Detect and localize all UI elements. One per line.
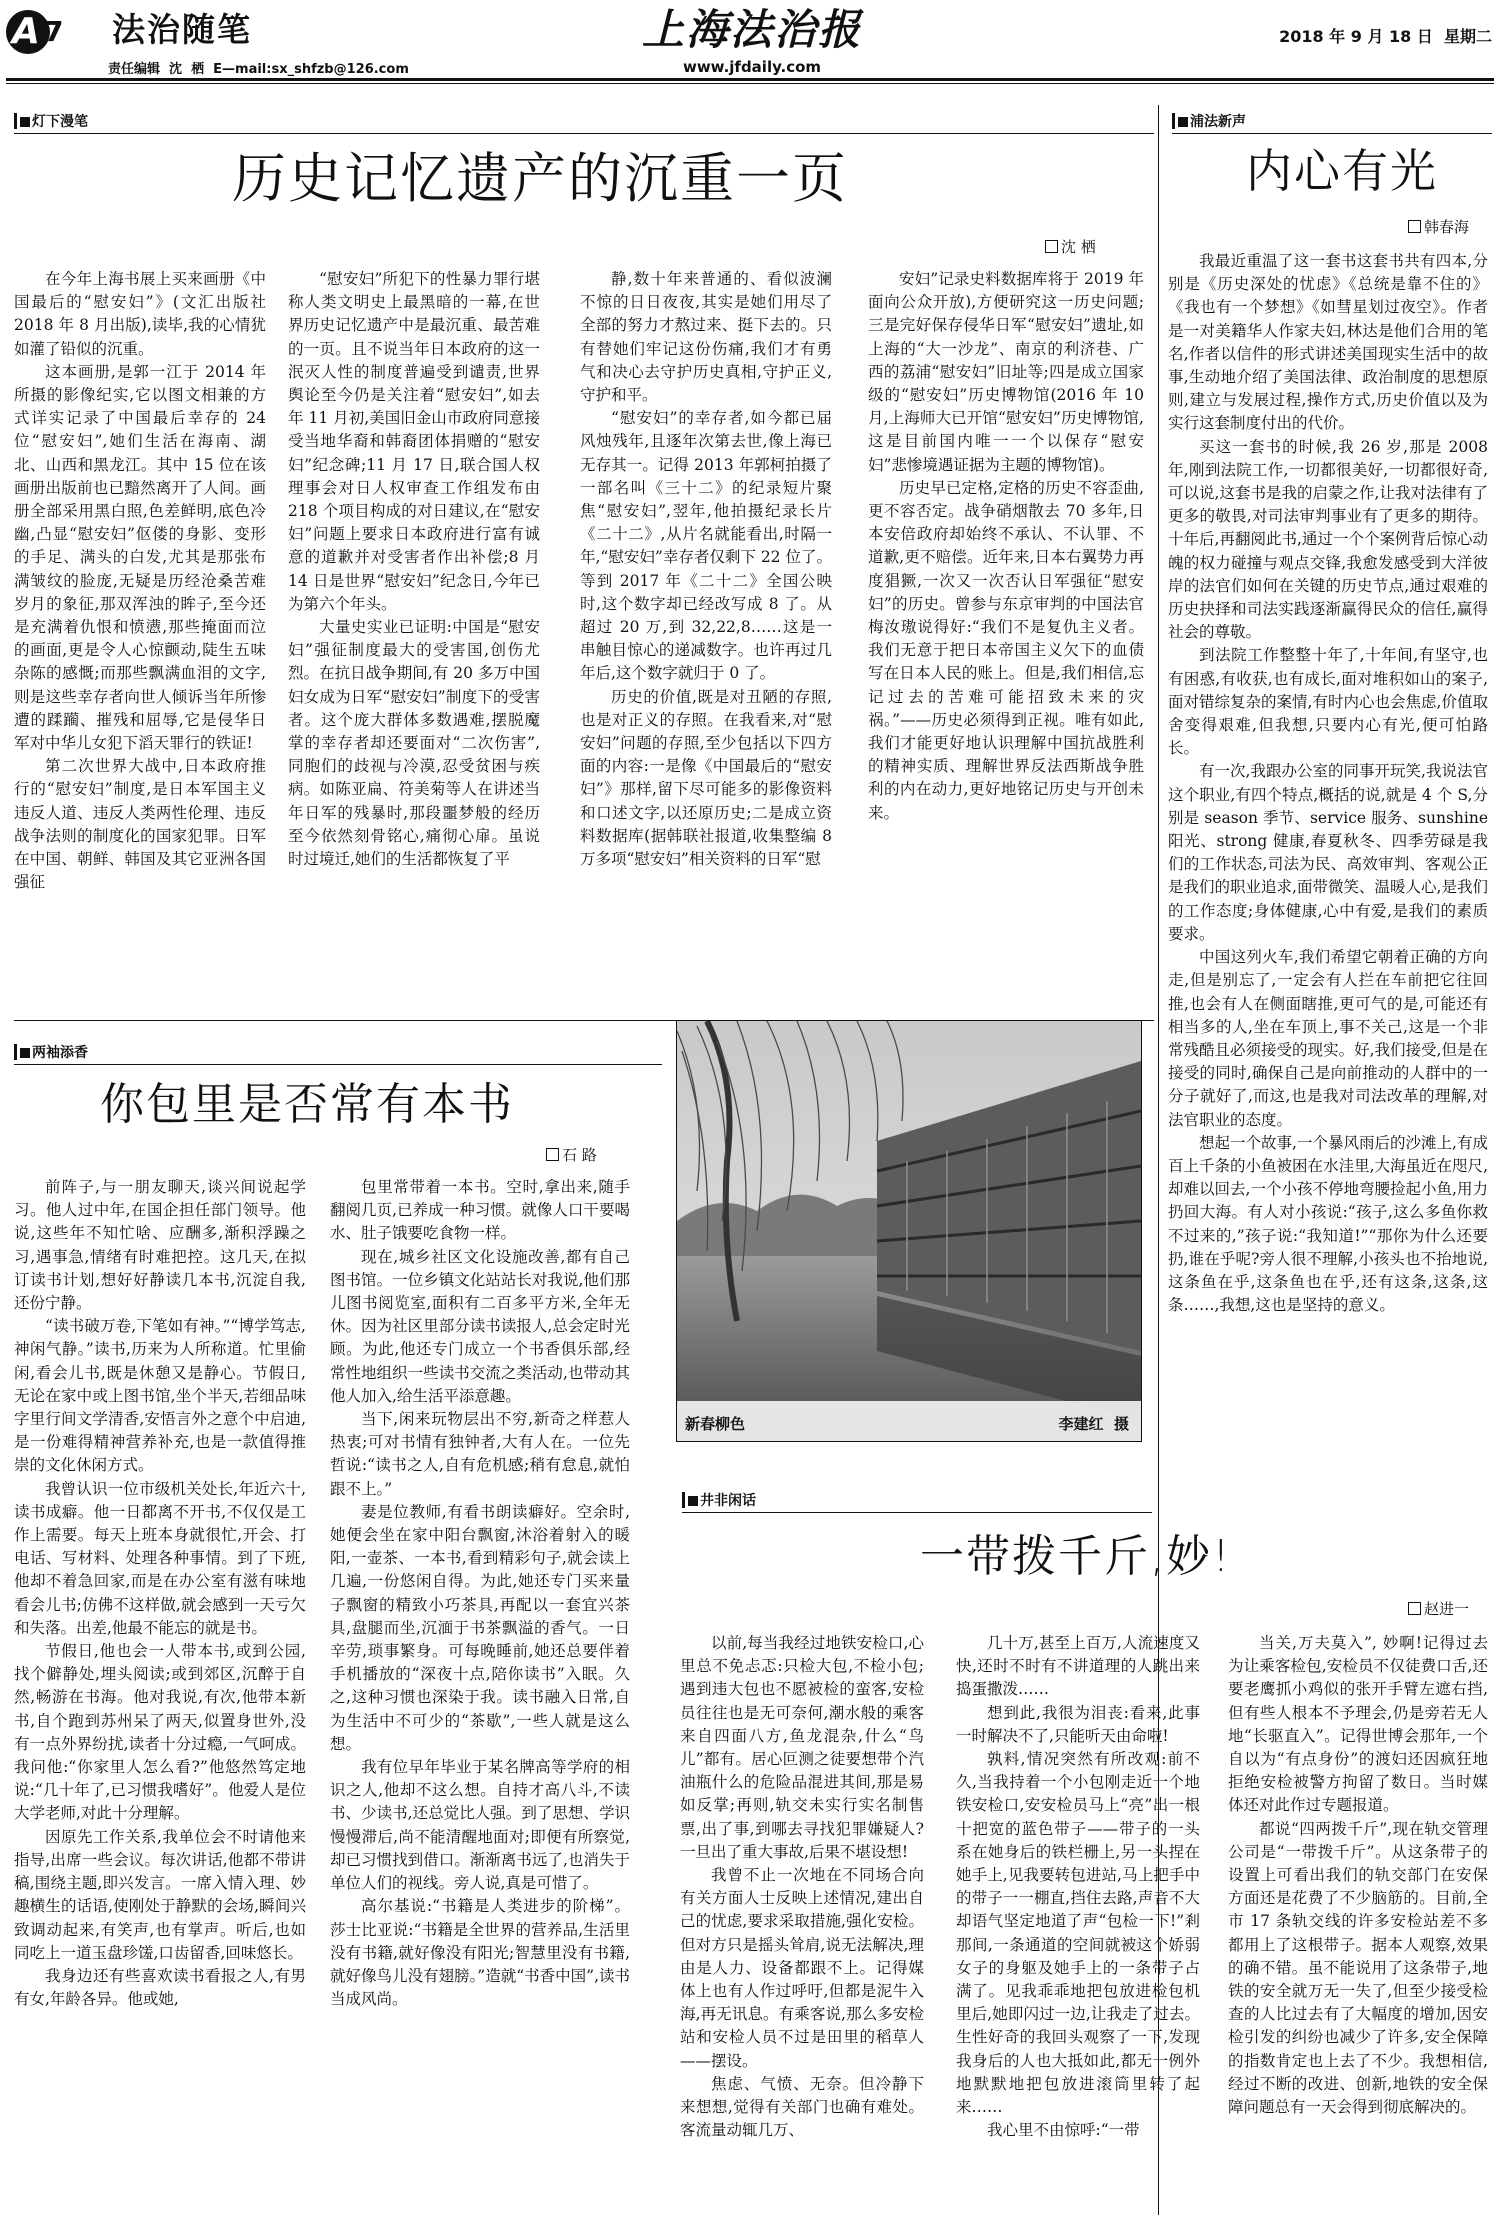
article1-title: 历史记忆遗产的沉重一页	[232, 147, 848, 210]
article3-author: 石 路	[546, 1144, 597, 1165]
newspaper-logo: 上海法治报	[642, 5, 863, 54]
section-title: 法治随笔	[112, 10, 252, 49]
article1-column-2	[288, 268, 540, 1010]
article3-column-1	[14, 1176, 306, 2216]
tag-square-icon	[20, 117, 30, 127]
issue-date: 2018 年 9 月 18 日 星期二	[1279, 27, 1492, 46]
paragraph: 焦虑、气愤、无奈。但冷静下来想想,觉得有关部门也确有难处。客流量动辄几万、	[680, 2074, 924, 2140]
paragraph: 节假日,他也会一人带本书,或到公园,找个僻静处,埋头阅读;或到郊区,沉醉于自然,畅游在书海。他对我说,有次,他带本新书,自个跑到苏州呆了两天,似置身世外,没有一点外界纷扰,读者十分过瘾,一气呵成。我问他:“你家里人怎么看?”他悠然笃定地说:“几十年了,已习惯我嗜好”。他爱人是位大学老师,对此十分理解。	[14, 1642, 306, 1823]
tag-bar-icon	[1172, 113, 1175, 129]
paragraph: 以前,每当我经过地铁安检口,心里总不免忐忑:只检大包,不检小包;遇到违大包也不愿被检的蛮客,安检员往往也是无可奈何,潮水般的乘客来自四面八方,鱼龙混杂,什么“鸟儿”都有。居心叵测之徒要想带个汽油瓶什么的危险品混进其间,那是易如反掌;再则,轨交未实行实名制售票,出了事,到哪去寻找犯罪嫌疑人?一旦出了重大事故,后果不堪设想!	[680, 1634, 924, 1861]
paragraph: 我有位早年毕业于某名牌高等学府的相识之人,他却不这么想。自持才高八斗,不读书、少读书,还总觉比人强。到了思想、学识慢慢滞后,尚不能清醒地面对;即便有所察觉,却已习惯找到借口。渐渐离书远了,也消失于单位人们的视线。旁人说,真是可惜了。	[330, 1758, 630, 1893]
photo-image	[677, 1021, 1141, 1441]
photo	[676, 1020, 1142, 1442]
article4-tag-rule	[682, 1512, 1152, 1513]
paragraph: 我身边还有些喜欢读书看报之人,有男有女,年龄各异。他或她,	[14, 1966, 306, 2009]
paragraph: “读书破万卷,下笔如有神。”“博学笃志,神闲气静。”读书,历来为人所称道。忙里偷闲,看会儿书,既是休憩又是静心。节假日,无论在家中或上图书馆,坐个半天,若细品味字里行间文学清香,安悟言外之意个中启迪,是一份难得精神营养补充,也是一款值得推崇的文化休闲方式。	[14, 1317, 306, 1475]
paragraph: 当下,闲来玩物层出不穷,新奇之样惹人热衷;可对书情有独钟者,大有人在。一位先哲说:“读书之人,自有危机感;稍有怠息,就怕跟不上。”	[330, 1410, 630, 1498]
article4-column-1	[680, 1632, 924, 2217]
article1-column-3	[580, 268, 832, 1010]
article1-tag: 灯下漫笔	[14, 113, 88, 131]
paragraph: 包里常带着一本书。空时,拿出来,随手翻阅几页,已养成一种习惯。就像人口干要喝水、肚子饿要吃食物一样。	[330, 1178, 630, 1243]
article2-tag-rule	[1172, 133, 1492, 134]
article2-tag: 浦法新声	[1172, 113, 1246, 131]
paragraph: 当关,万夫莫入”, 妙啊!记得过去为让乘客检包,安检员不仅徒费口舌,还要老鹰抓小鸡似的张开手臂左遮右挡,但有些人根本不予理会,仍是旁若无人地“长驱直入”。记得世博会那年,一个自以为“有点身份”的渡妇还因疯狂地拒绝安检被警方拘留了数日。当时媒体还对此作过专题报道。	[1228, 1634, 1488, 1815]
paragraph: 想起一个故事,一个暴风雨后的沙滩上,有成百上千条的小鱼被困在水洼里,大海虽近在咫尺,却难以回去,一个小孩不停地弯腰捡起小鱼,用力扔回大海。有人对小孩说:“孩子,这么多鱼你救不过来的,”孩子说:“我知道!”“那你为什么还要扔,谁在乎呢?旁人很不理解,小孩头也不抬地说,这条鱼在乎,这条鱼也在乎,还有这条,这条,这条……,我想,这也是坚持的意义。	[1168, 1133, 1488, 1315]
paragraph: 买这一套书的时候,我 26 岁,那是 2008 年,刚到法院工作,一切都很美好,一切都很好奇,可以说,这套书是我的启蒙之作,让我对法律有了更多的敬畏,对司法审判事业有了更多的期待。十年后,再翻阅此书,通过一个个案例背后惊心动魄的权力碰撞与观点交锋,我愈发感受到大洋彼岸的法官们如何在关键的历史节点,通过艰难的历史抉择和司法实践逐渐赢得民众的信任,赢得社会的尊敬。	[1168, 437, 1488, 642]
page-number-badge	[6, 6, 72, 58]
byline-box-icon	[1408, 220, 1421, 233]
article3-column-2	[330, 1176, 630, 2216]
paragraph: 安妇”记录史料数据库将于 2019 年面向公众开放),方便研究这一历史问题;三是完好保存侵华日军“慰安妇”遗址,如上海的“大一沙龙”、南京的利济巷、广西的荔浦“慰安妇”旧址等;四是成立国家级的“慰安妇”历史博物馆(2016 年 10 月,上海师大已开馆“慰安妇”历史博物馆,这是目前国内唯一一个以保存“慰安妇”悲惨境遇证据为主题的博物馆)。	[868, 270, 1144, 474]
page-number: 7	[44, 15, 64, 48]
paragraph: 大量史实业已证明:中国是“慰安妇”强征制度最大的受害国,创伤尤烈。在抗日战争期间,有 20 多万中国妇女成为日军“慰安妇”制度下的受害者。这个庞大群体多数遇难,摆脱魔掌的幸存者却还要面对“二次伤害”,同胞们的歧视与冷漠,忍受贫困与疾病。如陈亚扁、符美菊等人在讲述当年日军的残暴时,那段噩梦般的经历至今依然刻骨铭心,痛彻心扉。虽说时过境迁,她们的生活都恢复了平	[288, 618, 540, 869]
paragraph: “慰安妇”所犯下的性暴力罪行堪称人类文明史上最黑暗的一幕,在世界历史记忆遗产中是最沉重、最苦难的一页。且不说当年日本政府的这一泯灭人性的制度普遍受到谴责,世界舆论至今仍是关注着“慰安妇”,如去年 11 月初,美国旧金山市政府同意接受当地华裔和韩裔团体捐赠的“慰安妇”纪念碑;11 月 17 日,联合国人权理事会对日人权审查工作组发布由 218 个项目构成的对日建议,在“慰安妇”问题上要求日本政府进行富有诚意的道歉并对受害者作出补偿;8 月 14 日是世界“慰安妇”纪念日,今年已为第六个年头。	[288, 270, 540, 613]
paragraph: “慰安妇”的幸存者,如今都已届风烛残年,且逐年次第去世,像上海已无存其一。记得 2013 年郭柯拍摄了一部名叫《三十二》的纪录短片聚焦“慰安妇”,翌年,他拍摄纪录长片《二十二》,从片名就能看出,时隔一年,“慰安妇”幸存者仅剩下 22 位了。等到 2017 年《二十二》全国公映时,这个数字却已经改写成 8 了。从超过 20 万,到 32,22,8……这是一串触目惊心的递减数字。也许再过几年后,这个数字就归于 0 了。	[580, 409, 832, 683]
tag-square-icon	[688, 1496, 698, 1506]
paragraph: 妻是位教师,有看书朗读癖好。空余时,她便会坐在家中阳台飘窗,沐浴着射入的暖阳,一壶茶、一本书,看到精彩句子,就会读上几遍,一份悠闲自得。为此,她还专门买来量子飘窗的精致小巧茶具,再配以一套宜兴茶具,盘腿而坐,沉湎于书茶飘溢的香气。一日辛劳,琐事繁身。可每晚睡前,她还总要伴着手机播放的“深夜十点,陪你读书”入眠。久之,这种习惯也深染于我。读书融入日常,自为生活中不可少的“茶歇”,一些人就是这么想。	[330, 1502, 630, 1753]
paragraph: 想到此,我很为泪丧:看来,此事一时解决不了,只能听天由命啦!	[956, 1703, 1200, 1745]
tag-bar-icon	[14, 1044, 17, 1060]
tag-square-icon	[20, 1048, 30, 1058]
byline-box-icon	[1408, 1602, 1421, 1615]
article1-column-1	[14, 268, 266, 1010]
article4-title: 一带拨千斤,妙!	[920, 1531, 1232, 1582]
article2-author: 韩春海	[1408, 216, 1469, 237]
paragraph: 我心里不由惊呼:“一带	[987, 2121, 1140, 2140]
paragraph: 历史的价值,既是对丑陋的存照,也是对正义的存照。在我看来,对“慰安妇”问题的存照,至少包括以下四方面的内容:一是像《中国最后的“慰安妇”》那样,留下尽可能多的影像资料和口述文字,以还原历史;二是成立资料数据库(据韩联社报道,收集整编 8 万多项“慰安妇”相关资料的日军“慰	[580, 687, 832, 869]
article3-tag-rule	[14, 1064, 662, 1065]
paragraph: 高尔基说:“书籍是人类进步的阶梯”。莎士比亚说:“书籍是全世界的营养品,生活里没有书籍,就好像没有阳光;智慧里没有书籍,就好像鸟儿没有翅膀。”造就“书香中国”,读书当成风尚。	[330, 1897, 630, 2009]
paragraph: 中国这列火车,我们希望它朝着正确的方向走,但是别忘了,一定会有人拦在车前把它往回推,也会有人在侧面瞎推,更可气的是,可能还有相当多的人,坐在车顶上,事不关己,这是一个非常残酷且必须接受的现实。好,我们接受,但是在接受的同时,确保自己是向前推动的人群中的一分子就好了,而这,也是我对司法改革的理解,对法官职业的态度。	[1168, 948, 1488, 1129]
article4-author: 赵进一	[1408, 1598, 1469, 1619]
byline-box-icon	[546, 1148, 559, 1161]
masthead-rule	[6, 78, 1494, 81]
paragraph: 几十万,甚至上百万,人流速度又快,还时不时有不讲道理的人跳出来捣蛋撒泼……	[956, 1634, 1200, 1699]
page-letter: A	[12, 11, 40, 52]
paragraph: 历史早已定格,定格的历史不容歪曲,更不容否定。战争硝烟散去 70 多年,日本安倍政府却始终不承认、不认罪、不道歉,更不赔偿。近年来,日本右翼势力再度猖獗,一次又一次否认日军强征“慰安妇”的历史。曾参与东京审判的中国法官梅汝璈说得好:“我们不是复仇主义者。我们无意于把日本帝国主义欠下的血债写在日本人民的账上。但是,我们相信,忘记过去的苦难可能招致未来的灾祸。”——历史必须得到正视。唯有如此,我们才能更好地认识理解中国抗战胜利的精神实质、理解世界反法西斯战争胜利的内在动力,更好地铭记历史与开创未来。	[868, 478, 1144, 822]
article3-title: 你包里是否常有本书	[100, 1079, 514, 1130]
paragraph: 现在,城乡社区文化设施改善,都有自己图书馆。一位乡镇文化站站长对我说,他们那儿图书阅览室,面积有二百多平方米,全年无休。因为社区里部分读书读报人,总会定时光顾。为此,他还专门成立一个书香俱乐部,经常性地组织一些读书交流之类活动,也带动其他人加入,给生活平添意趣。	[330, 1247, 630, 1405]
article4-column-2	[956, 1632, 1200, 2217]
article2-title: 内心有光	[1246, 144, 1438, 198]
article1-tag-rule	[14, 133, 1154, 134]
article3-tag: 两袖添香	[14, 1044, 88, 1062]
paragraph: 因原先工作关系,我单位会不时请他来指导,出席一些会议。每次讲话,他都不带讲稿,围绕主题,即兴发言。一席入情入理、妙趣横生的话语,使刚处于静默的会场,瞬间兴致调动起来,有笑声,也有掌声。听后,也如同吃上一道玉盘珍馐,口齿留香,回味悠长。	[14, 1827, 306, 1962]
tag-bar-icon	[14, 113, 17, 129]
masthead-rule-thin	[6, 83, 1494, 84]
article1-author: 沈 栖	[1045, 236, 1096, 257]
article4-column-3	[1228, 1632, 1488, 2217]
article4-tag: 井非闲话	[682, 1492, 756, 1510]
tag-bar-icon	[682, 1492, 685, 1508]
paragraph: 前阵子,与一朋友聊天,谈兴间说起学习。他人过中年,在国企担任部门领导。他说,这些年不知忙啥、应酬多,渐积浮躁之习,遇事急,情绪有时难把控。这几天,在拟订读书计划,想好好静读几本书,沉淀自我,还份宁静。	[14, 1178, 306, 1313]
paragraph: 有一次,我跟办公室的同事开玩笑,我说法官这个职业,有四个特点,概括的说,就是 4 个 S,分别是 season 季节、service 服务、sunshine 阳光、strong 健康,春夏秋冬、四季劳碌是我们的工作状态,司法为民、高效审判、客观公正是我们的职业追求,面带微笑、温暖人心,是我们的工作态度;身体健康,心中有爱,是我们的素质要求。	[1168, 762, 1488, 943]
paragraph: 在今年上海书展上买来画册《中国最后的“慰安妇”》(文汇出版社 2018 年 8 月出版),读毕,我的心情犹如灌了铅似的沉重。	[14, 270, 266, 358]
paragraph: 我曾不止一次地在不同场合向有关方面人士反映上述情况,建出自己的忧虑,要求采取措施,强化安检。但对方只是摇头耸肩,说无法解决,理由是人力、设备都跟不上。记得媒体上也有人作过呼吁,但都是泥牛入海,再无讯息。有乘客说,那么多安检站和安检人员不过是田里的稻草人——摆设。	[680, 1866, 924, 2070]
paragraph: 静,数十年来普通的、看似波澜不惊的日日夜夜,其实是她们用尽了全部的努力才熬过来、挺下去的。只有替她们牢记这份伤痛,我们才有勇气和决心去守护历史真相,守护正义,守护和平。	[580, 270, 832, 405]
paragraph: 第二次世界大战中,日本政府推行的“慰安妇”制度,是日本军国主义违反人道、违反人类两性伦理、违反战争法则的制度化的国家犯罪。日军在中国、朝鲜、韩国及其它亚洲各国强征	[14, 757, 266, 892]
paragraph: 这本画册,是郭一江于 2014 年所摄的影像纪实,它以图文相兼的方式详实记录了中国最后幸存的 24 位“慰安妇”,她们生活在海南、湖北、山西和黑龙江。其中 15 位在该画册出版前也已黯然离开了人间。画册全部采用黑白照,色差鲜明,底色冷幽,凸显“慰安妇”伛偻的身影、变形的手足、满头的白发,尤其是那张布满皱纹的脸庞,无疑是历经沧桑苦难岁月的象征,那双浑浊的眸子,至今还是充满着仇恨和愤懑,那些掩面而泣的画面,更是令人心惊颤动,陡生五味杂陈的感慨;而那些飘满血泪的文字,则是这些幸存者向世人倾诉当年所惨遭的蹂躏、摧残和屈辱,它是侵华日军对中华儿女犯下滔天罪行的铁证!	[14, 362, 266, 753]
photo-caption-credit: 李建红 摄	[1058, 1415, 1129, 1433]
byline-box-icon	[1045, 240, 1058, 253]
paragraph: 都说“四两拨千斤”,现在轨交管理公司是“一带拨千斤”。从这条带子的设置上可看出我们的轨交部门在安保方面还是花费了不少脑筋的。目前,全市 17 条轨交线的许多安检站差不多都用上了这根带子。据本人观察,效果的确不错。虽不能说用了这条带子,地铁的安全就万无一失了,但至少接受检查的人比过去有了大幅度的增加,因安检引发的纠纷也减少了许多,安全保障的指数肯定也上去了不少。我想相信,经过不断的改进、创新,地铁的安全保障问题总有一天会得到彻底解决的。	[1228, 1819, 1488, 2117]
tag-square-icon	[1178, 117, 1188, 127]
article1-column-4	[868, 268, 1144, 1010]
website: www.jfdaily.com	[682, 58, 822, 76]
paragraph: 孰料,情况突然有所改观:前不久,当我持着一个小包刚走近一个地铁安检口,安安检员马上“亮”出一根十把宽的蓝色带子——带子的一头系在她身后的铁栏栅上,另一头捏在她手上,见我要转包进站,马上把手中的带子一一棚直,挡住去路,声音不大却语气坚定地道了声“包检一下!”剎那间,一条通道的空间就被这个娇弱女子的身躯及她手上的一条带子占满了。见我乖乖地把包放进检包机里后,她即闪过一边,让我走了过去。生性好奇的我回头观察了一下,发现我身后的人也大抵如此,都无一例外地默默地把包放进滚筒里转了起来……	[956, 1750, 1200, 2117]
paragraph: 我最近重温了这一套书这套书共有四本,分别是《历史深处的忧虑》《总统是靠不住的》《我也有一个梦想》《如彗星划过夜空》。作者是一对美籍华人作家夫妇,林达是他们合用的笔名,作者以信件的形式讲述美国现实生活中的故事,生动地介绍了美国法律、政治制度的思想原则,建立与发展过程,操作方式,历史价值以及为实行这套制度付出的代价。	[1168, 252, 1488, 433]
photo-caption-title: 新春柳色	[685, 1415, 746, 1433]
editor-line: 责任编辑 沈 栖 E—mail:sx_shfzb@126.com	[108, 62, 409, 77]
paragraph: 到法院工作整整十年了,十年间,有坚守,也有困惑,有收获,也有成长,面对堆积如山的案子,面对错综复杂的案情,有时内心也会焦虑,价值取舍变得艰难,但我想,只要内心有光,便可怕路长。	[1168, 646, 1488, 758]
paragraph: 我曾认识一位市级机关处长,年近六十,读书成癖。他一日都离不开书,不仅仅是工作上需要。每天上班本身就很忙,开会、打电话、写材料、处理各种事情。到了下班,他却不着急回家,而是在办公室有滋有味地看会儿书;仿佛不这样做,就会感到一天亏欠和失落。出差,他最不能忘的就是书。	[14, 1479, 306, 1637]
